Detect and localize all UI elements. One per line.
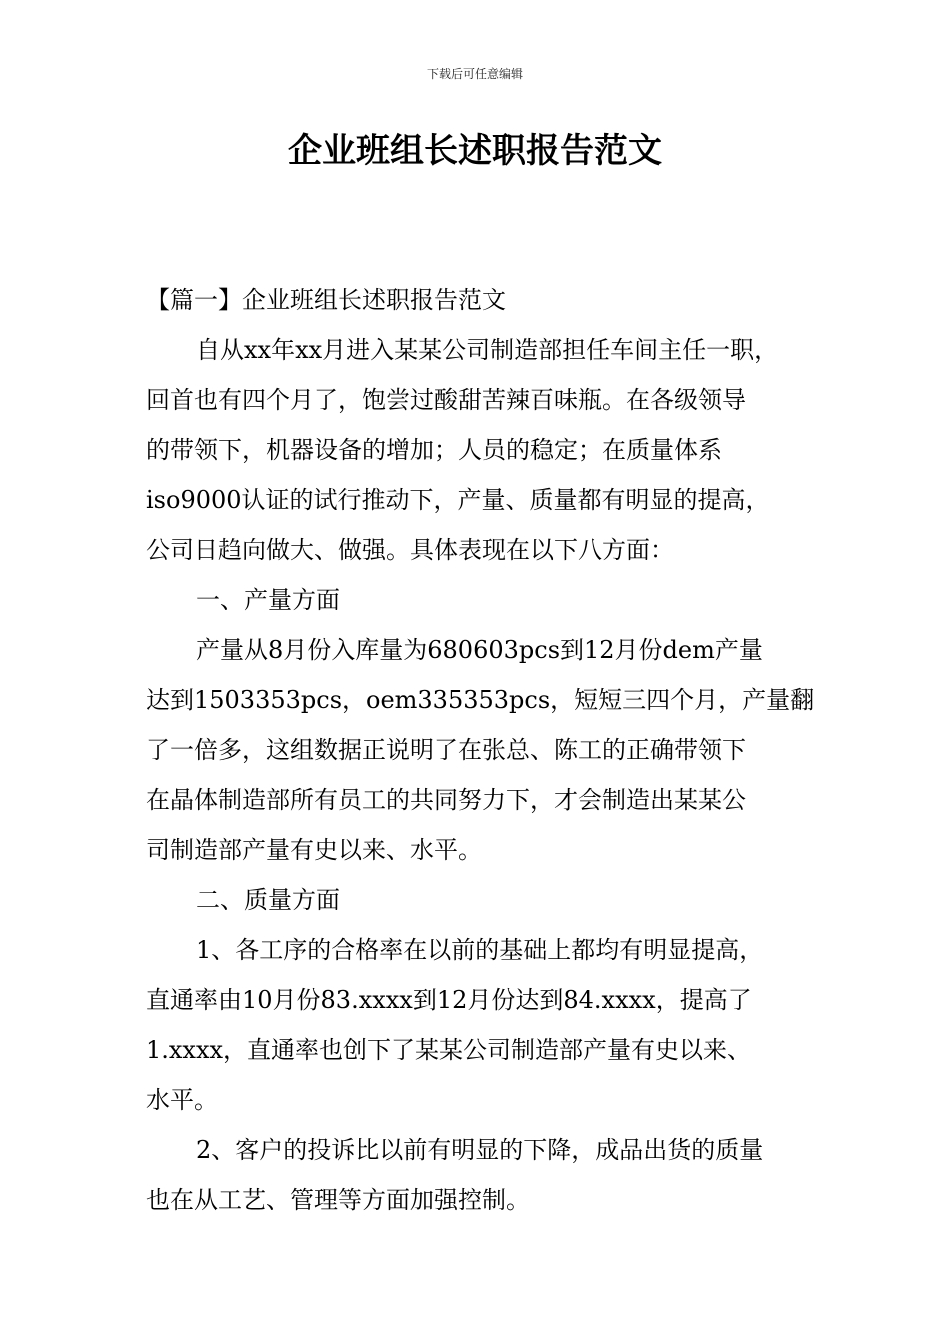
- paragraph-line: 1、各工序的合格率在以前的基础上都均有明显提高，: [196, 936, 764, 964]
- paragraph-line: 水平。: [146, 1086, 218, 1114]
- section-heading: 【篇一】企业班组长述职报告范文: [146, 286, 506, 314]
- paragraph-line: iso9000认证的试行推动下，产量、质量都有明显的提高，: [146, 486, 770, 514]
- paragraph-line: 公司日趋向做大、做强。具体表现在以下八方面：: [146, 536, 674, 564]
- document-body: [146, 275, 815, 1225]
- paragraph-line: 回首也有四个月了，饱尝过酸甜苦辣百味瓶。在各级领导: [146, 386, 746, 414]
- document-title: 企业班组长述职报告范文: [288, 131, 662, 171]
- paragraph-line: 的带领下，机器设备的增加；人员的稳定；在质量体系: [146, 436, 722, 464]
- paragraph-line: 在晶体制造部所有员工的共同努力下，才会制造出某某公: [146, 786, 746, 814]
- paragraph-line: 达到1503353pcs，oem335353pcs，短短三四个月，产量翻: [146, 686, 815, 714]
- paragraph-line: 1.xxxx，直通率也创下了某某公司制造部产量有史以来、: [146, 1036, 752, 1064]
- paragraph-line: 了一倍多，这组数据正说明了在张总、陈工的正确带领下: [146, 736, 746, 764]
- subsection-heading: 一、产量方面: [196, 586, 340, 614]
- paragraph-line: 2、客户的投诉比以前有明显的下降，成品出货的质量: [196, 1136, 764, 1164]
- paragraph-line: 自从xx年xx月进入某某公司制造部担任车间主任一职，: [196, 336, 779, 364]
- header-note: 下载后可任意编辑: [426, 67, 523, 81]
- paragraph-line: 司制造部产量有史以来、水平。: [146, 836, 482, 864]
- subsection-heading: 二、质量方面: [196, 886, 340, 914]
- paragraph-line: 直通率由10月份83.xxxx到12月份达到84.xxxx，提高了: [146, 986, 752, 1014]
- paragraph-line: 产量从8月份入库量为680603pcs到12月份dem产量: [196, 636, 763, 664]
- paragraph-line: 也在从工艺、管理等方面加强控制。: [146, 1186, 530, 1214]
